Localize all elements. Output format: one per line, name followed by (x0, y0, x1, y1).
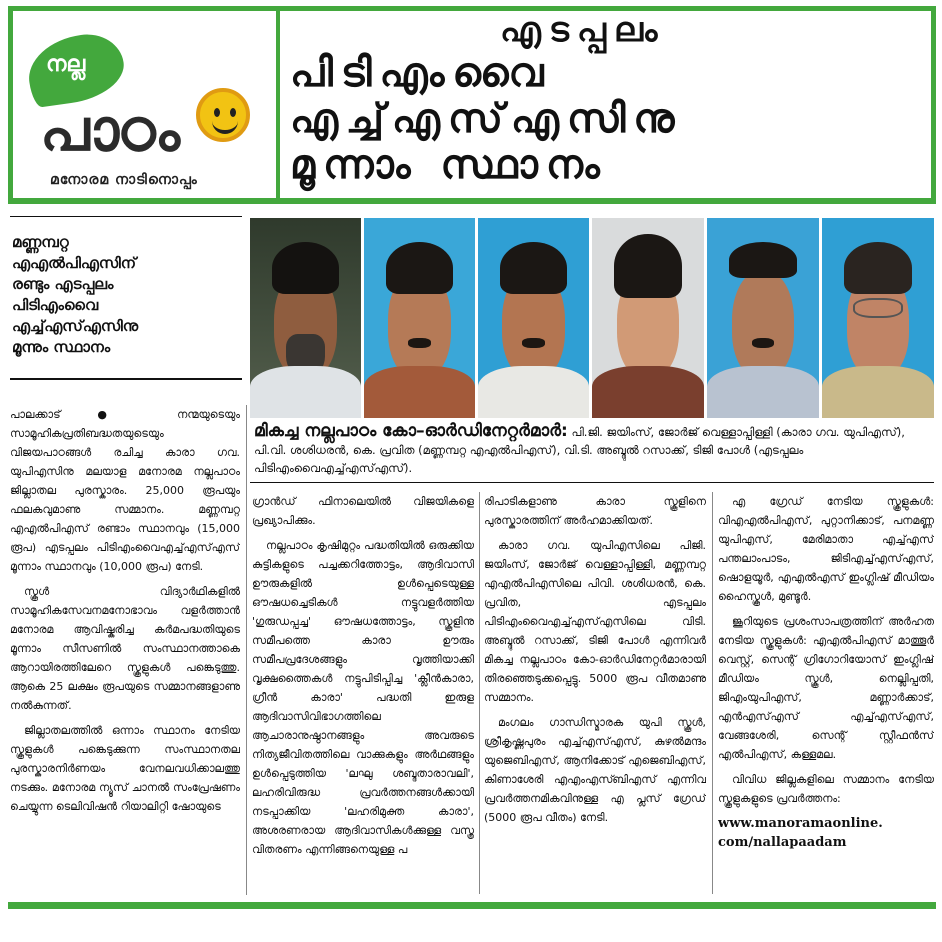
web-link-line-2[interactable]: com/nallapaadam (718, 835, 847, 850)
sub-headline-line: എച്ച്എസ്എസിനു (12, 317, 139, 335)
sub-headline (12, 232, 242, 358)
right-green-bar (931, 6, 936, 202)
caption-lead: മികച്ച നല്ലപാഠം കോ–ഓർഡിനേറ്റർമാർ: (254, 421, 568, 441)
article-paragraph: ജില്ലാതലത്തിൽ ഒന്നാം സ്ഥാനം നേടിയ സ്കൂളുകൾ പങ്കെടുക്കുന്ന സംസ്ഥാനതല പുരസ്കാരനിർണയം വേനലവധിക്കാലത്തു നടക്കും. മനോരമ ന്യൂസ് ചാനൽ സംപ്രേഷണം ചെയ്യുന്ന ടെലിവിഷൻ റിയാലിറ്റി ഷോയുടെ (10, 724, 240, 813)
caption-text: പി.ജി. ജയിംസ്, ജോർജ് വെള്ളാപ്പിള്ളി (കാരാ ഗവ. യുപിഎസ്), പി.വി. ശശിധരൻ, കെ. പ്രവിത (മണ്ണമ്പറ്റ എഎൽപിഎസ്), വി.ടി. അബ്ദുൽ റസാക്ക്, ടിജി പോൾ (എടപ്പലം പിടിഎംവൈഎച്ച്എസ്എസ്). (254, 425, 905, 475)
photo-person-2 (364, 218, 475, 418)
article-paragraph: മംഗലം ഗാന്ധിസ്മാരക യുപി സ്കൂൾ, ശ്രീകൃഷ്ണപുരം എച്ച്എസ്എസ്, കുഴൽമന്ദം യുജെബിഎസ്, ആനിക്കോട് എജെബിഎസ്, കിണാശേരി എഎംഎസ്ബിഎസ് എന്നിവ പ്രവർത്തനമികവിനുള്ള എ പ്ലസ് ഗ്രേഡ് (5000 രൂപ വീതം) നേടി. (484, 716, 706, 824)
photo-caption (254, 422, 934, 477)
headline (290, 10, 930, 196)
logo-divider-green-bar (276, 6, 280, 202)
article-paragraph: ജൂറിയുടെ പ്രശംസാപത്രത്തിന് അർഹത നേടിയ സ്കൂളുകൾ: എഎൽപിഎസ് മാത്തൂർ വെസ്റ്റ്, സെന്റ് ഗ്രിഗോറിയോസ് ഇംഗ്ലിഷ് മീഡിയം സ്കൂൾ, നെല്ലിപ്പതി, ജിഎംയുപിഎസ്, മണ്ണാർക്കാട്, എൻഎസ്എസ് എച്ച്എസ്എസ്, വേങ്ങശേരി, സെന്റ് സ്റ്റീഫൻസ് എൽപിഎസ്, കള്ളമല. (718, 615, 934, 761)
logo-word-top: നല്ല (46, 52, 86, 77)
sub-headline-line: എഎൽപിഎസിന് (12, 254, 137, 272)
article-column-1 (10, 405, 240, 899)
caption-rule (250, 482, 934, 483)
headline-line-3: എച്ച്എസ്എസിനു (290, 96, 683, 142)
web-link-line-1[interactable]: www.manoramaonline. (718, 816, 883, 831)
header-bottom-green-bar (8, 198, 936, 204)
photo-person-5 (707, 218, 819, 418)
headline-line-2: പിടിഎംവൈ (290, 50, 552, 96)
article-paragraph: വിവിധ ജില്ലകളിലെ സമ്മാനം നേടിയ സ്കൂളുകളുടെ പ്രവർത്തനം: (718, 773, 934, 805)
left-green-bar (8, 6, 13, 202)
article-paragraph: നല്ലപാഠം കൃഷിമുറ്റം പദ്ധതിയിൽ ഒരുക്കിയ കുട്ടികളുടെ പച്ചക്കറിത്തോട്ടം, ആദിവാസി ഊരുകളിൽ ഉൾപ്പെടെയുള്ള ഔഷധച്ചെടികൾ നട്ടുവളർത്തിയ 'ഗുരുഡപ്പച്ച' ഔഷധത്തോട്ടം, സ്കൂളിനു സമീപത്തെ കാരാ ഊരും സമീപപ്രദേശങ്ങളും വൃത്തിയാക്കി വൃക്ഷത്തൈകൾ നട്ടുപിടിപ്പിച്ച 'ക്ലീൻകാരാ, ഗ്രീൻ കാരാ' പദ്ധതി ഇരുള ആദിവാസിവിഭാഗത്തിലെ ആചാരാനുഷ്ഠാനങ്ങളും അവരുടെ നിത്യജീവിതത്തിലെ വാക്കുകളും അർഥങ്ങളും ഉൾപ്പെടുത്തിയ 'ലഘു ശബ്ദതാരാവലി', ലഹരിവിരുദ്ധ പ്രവർത്തനങ്ങൾക്കായി നടപ്പാക്കിയ 'ലഹരിമുക്ത കാരാ', അശരണരായ ആദിവാസികൾക്കുള്ള വസ്ത്ര വിതരണം എന്നിങ്ങനെയുള്ള പ (252, 539, 474, 856)
article-paragraph: സ്കൂൾ വിദ്യാർഥികളിൽ സാമൂഹികസേവനമനോഭാവം വളർത്താൻ മനോരമ ആവിഷ്കരിച്ച കർമപദ്ധതിയുടെ മൂന്നാം സീസണിൽ സംസ്ഥാനത്താകെ ആറായിരത്തിലേറെ സ്കൂളുകൾ പങ്കെടുത്തു. ആകെ 25 ലക്ഷം രൂപയുടെ സമ്മാനങ്ങളാണു നൽകുന്നത്. (10, 585, 240, 712)
photo-person-3 (478, 218, 589, 418)
photo-person-4 (592, 218, 704, 418)
logo-tagline: മനോരമ നാടിനൊപ്പം (50, 172, 198, 188)
article-paragraph: ഗ്രാൻഡ് ഫിനാലെയിൽ വിജയികളെ പ്രഖ്യാപിക്കും. (252, 495, 474, 527)
article-paragraph: പാലക്കാട് ● നന്മയുടെയും സാമൂഹികപ്രതിബദ്ധതയുടെയും വിജയപാഠങ്ങൾ രചിച്ച കാരാ ഗവ. യുപിഎസിനു മലയാള മനോരമ നല്ലപാഠം ജില്ലാതല പുരസ്കാരം. 25,000 രൂപയും ഫലകവുമാണു സമ്മാനം. മണ്ണമ്പറ്റ എഎൽപിഎസ് രണ്ടാം സ്ഥാനവും (15,000 രൂപ) എടപ്പലം പിടിഎംവൈഎച്ച്എസ്എസ് മൂന്നാം സ്ഥാനവും (10,000 രൂപ) നേടി. (10, 408, 240, 573)
article-paragraph: രിപാടികളാണു കാരാ സ്കൂളിനെ പുരസ്കാരത്തിന് അർഹമാക്കിയത്. (484, 495, 706, 527)
sub-headline-line: മൂന്നും സ്ഥാനം (12, 338, 111, 356)
article-column-4 (718, 492, 934, 897)
smiley-sun-icon (196, 88, 250, 142)
photo-person-6 (822, 218, 934, 418)
footer-green-bar (8, 902, 936, 909)
headline-line-4: മൂന്നാം സ്ഥാനം (290, 142, 608, 188)
sub-headline-line: രണ്ടും എടപ്പലം (12, 275, 114, 293)
sub-headline-line: പിടിഎംവൈ (12, 296, 99, 314)
photo-person-1 (250, 218, 361, 418)
sub-headline-rule-top (10, 216, 242, 217)
column-divider (712, 492, 713, 894)
column-divider (246, 405, 247, 895)
column-divider (479, 492, 480, 894)
headline-line-1: എടപ്പലം (500, 10, 666, 50)
article-column-2 (252, 492, 474, 897)
sub-headline-rule-bottom (10, 378, 242, 380)
logo-word-main: പാഠം (40, 96, 178, 164)
sub-headline-line: മണ്ണമ്പറ്റ (12, 233, 69, 251)
article-paragraph: എ ഗ്രേഡ് നേടിയ സ്കൂളുകൾ: വിഎഎൽപിഎസ്, പുറ്റാനിക്കാട്, പനമണ്ണ യുപിഎസ്, മേരിമാതാ എച്ച്എസ് പന്തലാംപാടം, ജിടിഎച്ച്എസ്എസ്, ഷൊളയൂർ, എഎൽഎസ് ഇംഗ്ലിഷ് മീഡിയം ഹൈസ്കൂൾ, മുണ്ടൂർ. (718, 495, 934, 603)
article-column-3 (484, 492, 706, 897)
article-paragraph: കാരാ ഗവ. യുപിഎസിലെ പിജി. ജയിംസ്, ജോർജ് വെള്ളാപ്പിള്ളി, മണ്ണമ്പറ്റ എഎൽപിഎസിലെ പിവി. ശശിധരൻ, കെ. പ്രവിത, എടപ്പലം പിടിഎംവൈഎച്ച്എസ്എസിലെ വിടി. അബ്ദുൽ റസാക്ക്, ടിജി പോൾ എന്നിവർ മികച്ച നല്ലപാഠം കോ-ഓർഡിനേറ്റർമാരായി തിരഞ്ഞെടുക്കപ്പെട്ടു. 5000 രൂപ വീതമാണു സമ്മാനം. (484, 539, 706, 704)
